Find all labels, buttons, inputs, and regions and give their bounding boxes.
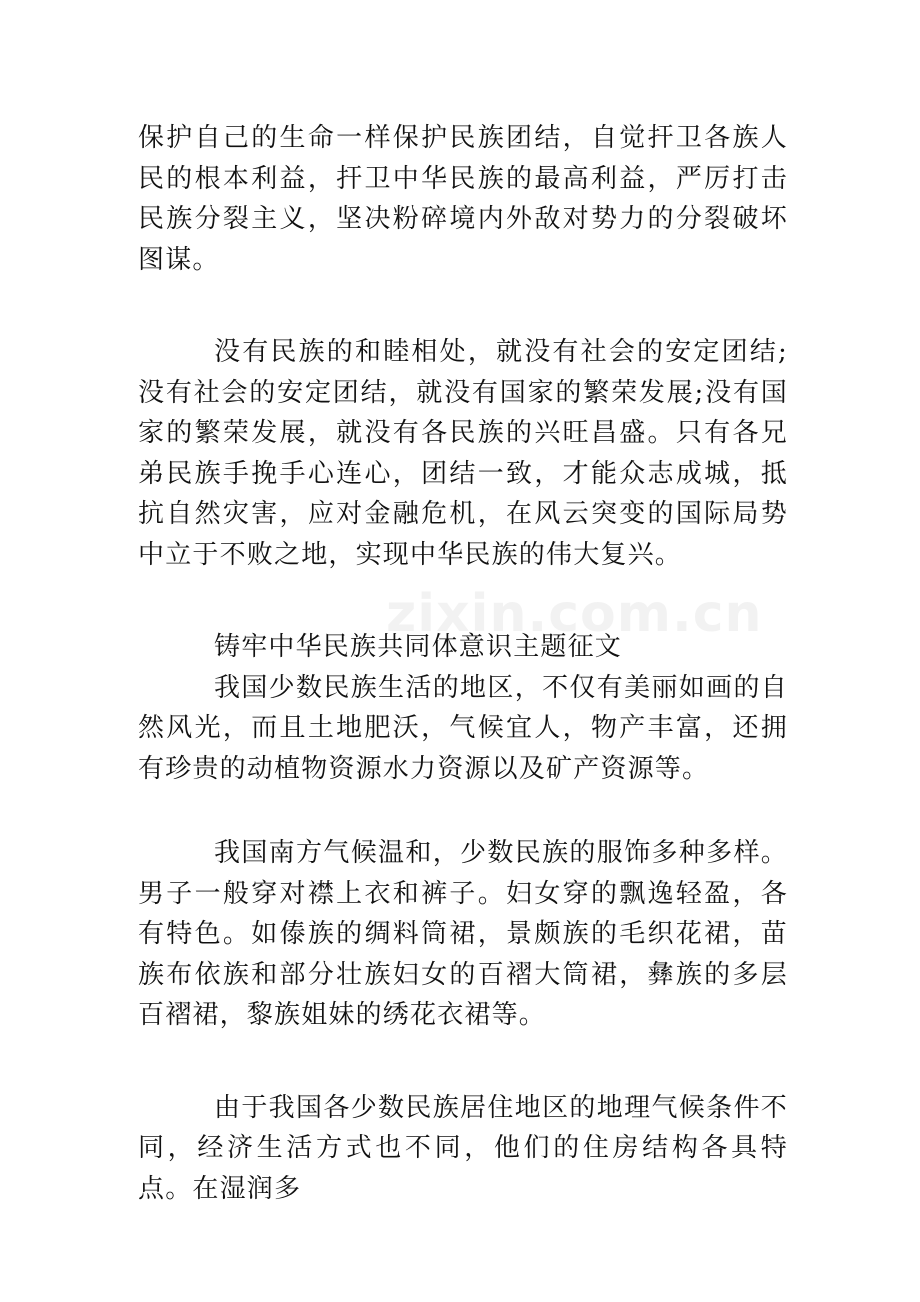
paragraph-national-unity: 保护自己的生命一样保护民族团结，自觉扞卫各族人民的根本利益，扞卫中华民族的最高利益，严厉打击民族分裂主义，坚决粉碎境内外敌对势力的分裂破坏图谋。 (138, 123, 788, 275)
paragraph-spacer (138, 280, 788, 332)
paragraph-spacer (138, 789, 788, 833)
paragraph-spacer (138, 575, 788, 627)
paragraph-spacer (138, 1036, 788, 1088)
document-body (138, 118, 788, 1209)
watermark: zixin.com.cn (386, 584, 763, 644)
paragraph-housing: 由于我国各少数民族居住地区的地理气候条件不同，经济生活方式也不同，他们的住房结构各具特点。在湿润多 (138, 1092, 788, 1204)
paragraph-harmony: 没有民族的和睦相处，就没有社会的安定团结;没有社会的安定团结，就没有国家的繁荣发展;没有国家的繁荣发展，就没有各民族的兴旺昌盛。只有各兄弟民族手挽手心连心，团结一致，才能众志成城，抵抗自然灾害，应对金融危机，在风云突变的国际局势中立于不败之地，实现中华民族的伟大复兴。 (138, 337, 788, 570)
paragraph-costumes: 我国南方气候温和，少数民族的服饰多种多样。男子一般穿对襟上衣和裤子。妇女穿的飘逸轻盈，各有特色。如傣族的绸料筒裙，景颇族的毛织花裙，苗族布依族和部分壮族妇女的百褶大筒裙，彝族的多层百褶裙，黎族姐妹的绣花衣裙等。 (138, 838, 788, 1030)
section-title: 铸牢中华民族共同体意识主题征文 (214, 632, 623, 662)
paragraph-minority-regions: 我国少数民族生活的地区，不仅有美丽如画的自然风光，而且土地肥沃，气候宜人，物产丰富，还拥有珍贵的动植物资源水力资源以及矿产资源等。 (138, 672, 788, 784)
